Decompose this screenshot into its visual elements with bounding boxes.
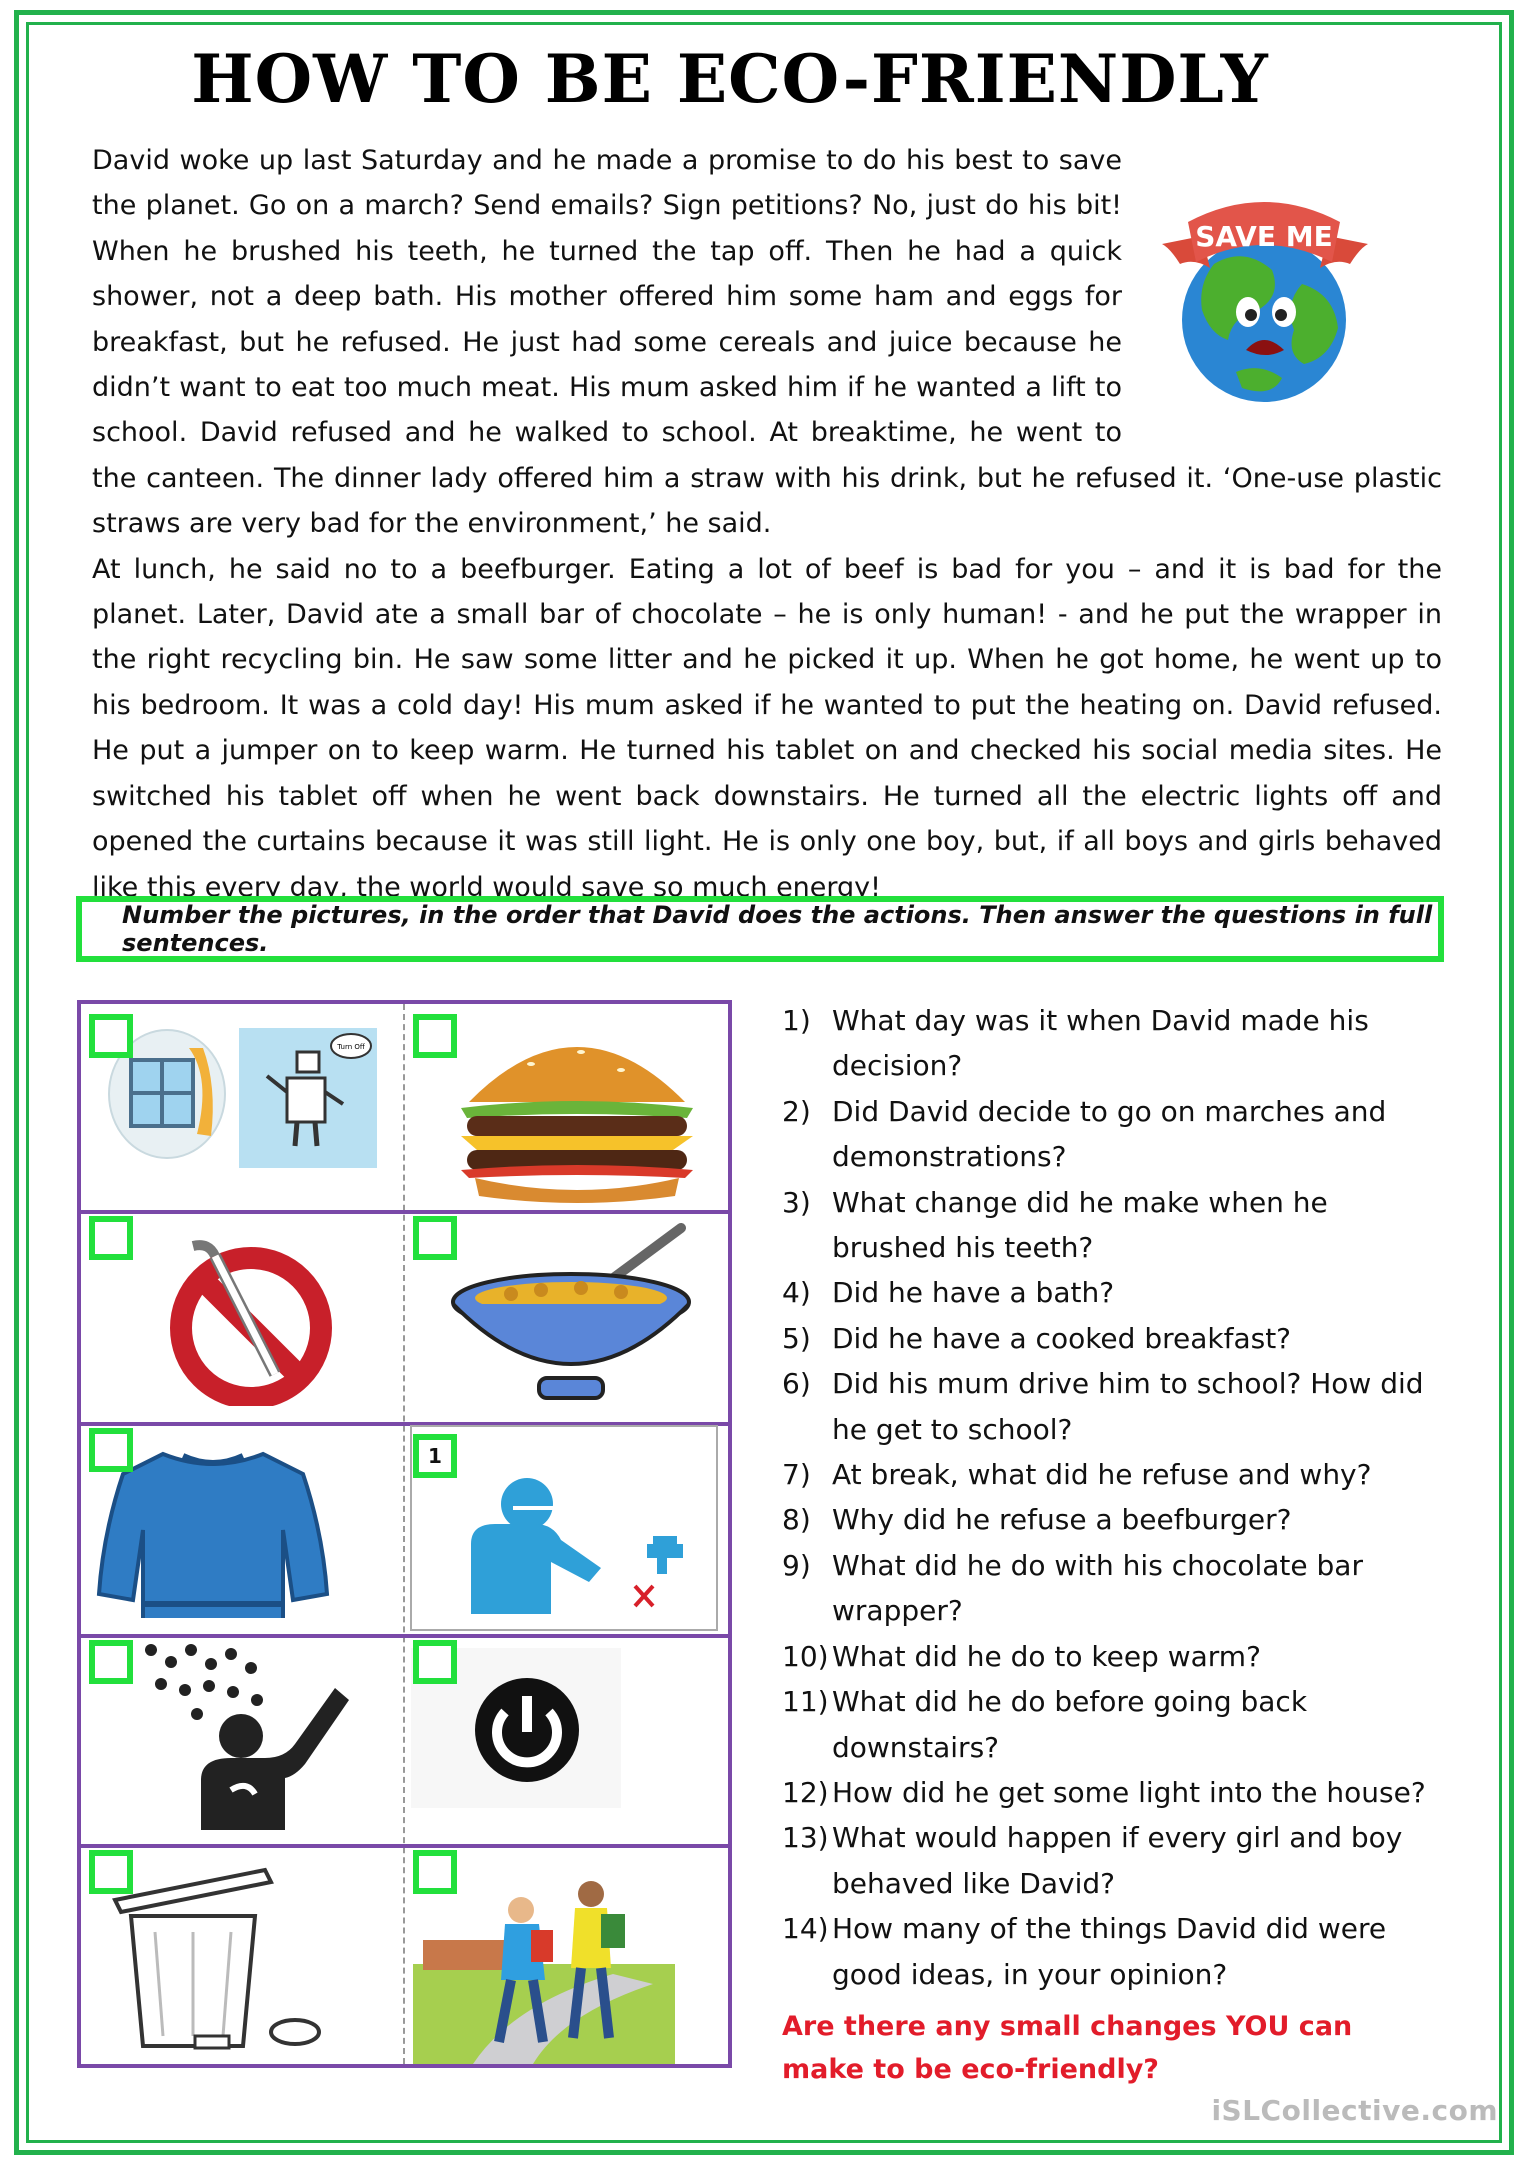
save-me-globe-icon — [1152, 172, 1402, 412]
question-number: 6) — [782, 1367, 811, 1401]
question-number: 1) — [782, 1004, 811, 1037]
cereal-bowl-icon — [431, 1218, 731, 1413]
question-item — [782, 1180, 1442, 1271]
order-box-tap[interactable]: 1 — [413, 1434, 457, 1478]
question-text: Did David decide to go on marches and demonstrations? — [832, 1094, 1387, 1174]
order-box-light-curtain[interactable] — [89, 1014, 133, 1058]
story-paragraph-1: David woke up last Saturday and he made a promise to do his best to save the planet. Go on a march? Send emails? Sign petitions? No, just do his bit! When he brushed his teeth, he turned the tap off. Then he had a quick shower, not a deep bath. His mother offered him some ham and eggs for breakfast, but he refused. He just had some cereals and juice because he didn’t want to eat too much meat. His mum asked him if he wanted a lift to school. David refused and he walked to school. At breaktime, he went to the canteen. The dinner lady offered him a straw with his drink, but he refused it. ‘One-use plastic straws are very bad for the environment,’ he said. — [92, 145, 1442, 540]
question-item — [782, 1815, 1442, 1906]
grid-divider — [81, 1634, 728, 1638]
question-text: Why did he refuse a beefburger? — [832, 1503, 1292, 1537]
question-text: Did his mum drive him to school? How did he get to school? — [832, 1367, 1424, 1446]
order-box-burger[interactable] — [413, 1014, 457, 1058]
question-number: 14) — [782, 1912, 829, 1946]
order-box-bin[interactable] — [89, 1850, 133, 1894]
question-number: 9) — [782, 1548, 811, 1582]
order-box-cereal[interactable] — [413, 1216, 457, 1260]
order-box-walk[interactable] — [413, 1850, 457, 1894]
question-item — [782, 1543, 1442, 1634]
order-box-jumper[interactable] — [89, 1428, 133, 1472]
robot-bubble-text: Turn Off — [337, 1043, 365, 1051]
grid-divider — [81, 1844, 728, 1848]
questions-list — [782, 998, 1442, 2091]
order-box-power[interactable] — [413, 1640, 457, 1684]
question-item — [782, 1634, 1442, 1679]
question-text: Did he have a bath? — [832, 1276, 1115, 1310]
question-text: What day was it when David made his decision? — [832, 1004, 1369, 1083]
question-text: Did he have a cooked breakfast? — [832, 1321, 1292, 1355]
question-text: What did he do with his chocolate bar wrapper? — [832, 1548, 1363, 1628]
question-item — [782, 1270, 1442, 1315]
question-item — [782, 1770, 1442, 1815]
question-number: 2) — [782, 1094, 811, 1128]
question-item — [782, 1361, 1442, 1452]
grid-divider — [81, 1210, 728, 1214]
shower-icon — [131, 1640, 381, 1830]
question-text: What would happen if every girl and boy behaved like David? — [832, 1821, 1403, 1900]
no-straw-icon — [141, 1226, 351, 1406]
instruction-box: Number the pictures, in the order that David does the actions. Then answer the questions in full sentences. — [76, 896, 1444, 962]
question-text: What did he do before going back downstairs? — [832, 1685, 1308, 1764]
footer-watermark: iSLCollective.com — [1211, 2094, 1498, 2127]
question-number: 7) — [782, 1458, 811, 1492]
story-text — [92, 138, 1442, 910]
question-item — [782, 1316, 1442, 1361]
question-item — [782, 1089, 1442, 1180]
question-number: 3) — [782, 1185, 811, 1219]
question-number: 10) — [782, 1639, 829, 1673]
question-item — [782, 998, 1442, 1089]
story-paragraph-2: At lunch, he said no to a beefburger. Eating a lot of beef is bad for you – and it is bad for the planet. Later, David ate a small bar of chocolate – he is only human! - and he put the wrapper in the right recycling bin. He saw some litter and he picked it up. When he got home, he went up to his bedroom. It was a cold day! His mum asked if he wanted to put the heating on. David refused. He put a jumper on to keep warm. He turned his tablet on and checked his social media sites. He switched his tablet off when he went back downstairs. He turned all the electric lights off and opened the curtains because it was still light. He is only one boy, but, if all boys and girls behaved like this every day, the world would save so much energy! — [92, 553, 1442, 903]
question-item — [782, 1679, 1442, 1770]
question-number: 5) — [782, 1321, 811, 1355]
question-number: 13) — [782, 1821, 829, 1855]
question-item — [782, 1497, 1442, 1542]
question-text: What change did he make when he brushed his teeth? — [832, 1185, 1328, 1265]
final-question: Are there any small changes YOU can make to be eco-friendly? — [782, 2010, 1353, 2085]
question-number: 8) — [782, 1503, 811, 1537]
picture-grid — [77, 1000, 732, 2068]
question-number: 11) — [782, 1685, 829, 1719]
burger-icon — [421, 1012, 731, 1207]
question-item — [782, 1452, 1442, 1497]
page-title: HOW TO BE ECO-FRIENDLY — [191, 40, 1269, 118]
order-box-shower[interactable] — [89, 1640, 133, 1684]
question-text: At break, what did he refuse and why? — [832, 1458, 1372, 1492]
question-item — [782, 1906, 1442, 1997]
question-text: What did he do to keep warm? — [832, 1639, 1261, 1673]
save-me-text: SAVE ME — [1195, 220, 1333, 253]
order-box-no-straw[interactable] — [89, 1216, 133, 1260]
question-text: How did he get some light into the house? — [832, 1775, 1426, 1809]
question-text: How many of the things David did were good ideas, in your opinion? — [832, 1912, 1387, 1991]
question-number: 12) — [782, 1775, 829, 1809]
window-curtain-icon — [97, 1022, 397, 1172]
question-number: 4) — [782, 1276, 811, 1310]
